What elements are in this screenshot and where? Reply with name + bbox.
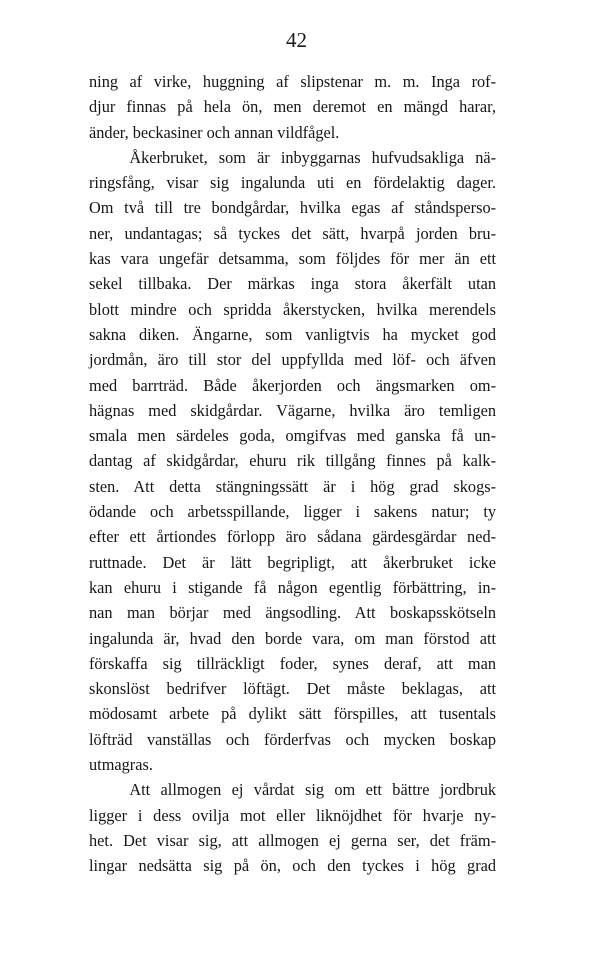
text-line: kas vara ungefär detsamma, som följdes för mer än ett xyxy=(89,249,497,269)
text-line: blott mindre och spridda åkerstycken, hvilka merendels xyxy=(89,299,497,319)
text-line: med barrträd. Både åkerjorden och ängsmarken om- xyxy=(89,375,497,395)
text-line: djur finnas på hela ön, men deremot en mängd harar, xyxy=(89,97,497,117)
text-line: lingar nedsätta sig på ön, och den tyckes i hög grad xyxy=(89,856,497,876)
text-line: ringsfång, visar sig ingalunda uti en fördelaktig dager. xyxy=(89,173,497,193)
text-line: Att allmogen ej vårdat sig om ett bättre jordbruk xyxy=(129,780,497,800)
text-line: ner, undantagas; så tyckes det sätt, hvarpå jorden bru- xyxy=(89,223,497,243)
text-line: mödosamt arbete på dylikt sätt förspilles, att tusentals xyxy=(89,704,497,724)
text-line: dantag af skidgårdar, ehuru rik tillgång finnes på kalk- xyxy=(89,451,497,471)
text-line: förskaffa sig tillräckligt foder, synes deraf, att man xyxy=(89,653,497,673)
text-line: hägnas med skidgårdar. Vägarne, hvilka äro temligen xyxy=(89,400,497,420)
text-line: sten. Att detta stängningssätt är i hög grad skogs- xyxy=(89,476,497,496)
text-line: ligger i dess ovilja mot eller liknöjdhet för hvarje ny- xyxy=(89,805,497,825)
text-line: het. Det visar sig, att allmogen ej gerna ser, det främ- xyxy=(89,830,497,850)
page-number: 42 xyxy=(286,28,307,52)
text-line: skonslöst bedrifver löftägt. Det måste beklagas, att xyxy=(89,679,497,699)
text-line: ning af virke, huggning af slipstenar m. m. Inga rof- xyxy=(89,72,497,91)
text-line: ruttnade. Det är lätt begripligt, att åkerbruket icke xyxy=(89,552,497,572)
text-line: efter ett årtiondes förlopp äro sådana gärdesgärdar ned- xyxy=(89,527,497,547)
text-line: löfträd vanställas och förderfvas och mycken boskap xyxy=(89,729,497,749)
text-line: Åkerbruket, som är inbyggarnas hufvudsakliga nä- xyxy=(129,147,497,167)
text-line: jordmån, äro till stor del uppfyllda med löf- och äfven xyxy=(89,350,497,370)
text-line: Om två till tre bondgårdar, hvilka egas af ståndsperso- xyxy=(89,198,497,218)
text-line: sekel tillbaka. Der märkas inga stora åkerfält utan xyxy=(89,274,497,294)
text-line: utmagras. xyxy=(89,755,153,775)
text-line: kan ehuru i stigande få någon egentlig förbättring, in- xyxy=(89,577,497,597)
text-line: änder, beckasiner och annan vildfågel. xyxy=(89,122,340,142)
text-line: ödande och arbetsspillande, ligger i sakens natur; ty xyxy=(89,502,497,522)
text-line: sakna diken. Ängarne, som vanligtvis ha mycket god xyxy=(89,324,497,344)
text-line: smala men särdeles goda, omgifvas med ganska få un- xyxy=(89,426,497,446)
text-line: ingalunda är, hvad den borde vara, om man förstod att xyxy=(89,628,497,648)
text-line: nan man börjar med ängsodling. Att boskapsskötseln xyxy=(89,603,497,623)
body-text xyxy=(89,69,496,879)
